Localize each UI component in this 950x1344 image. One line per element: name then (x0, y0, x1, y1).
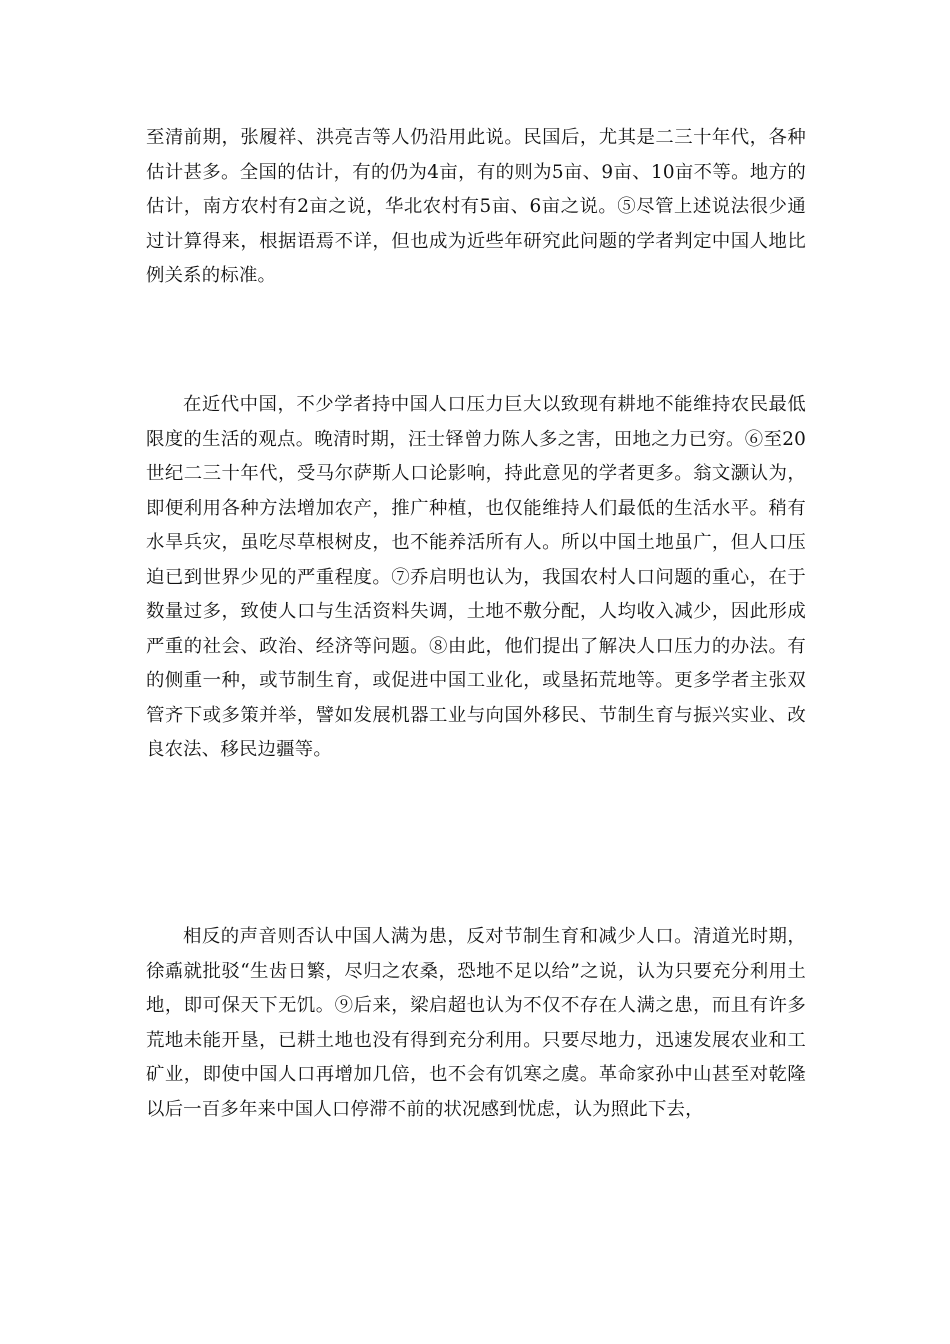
paragraph-2: 在近代中国，不少学者持中国人口压力巨大以致现有耕地不能维持农民最低限度的生活的观点。晚清时期，汪士铎曾力陈人多之害，田地之力已穷。⑥至20世纪二三十年代，受马尔萨斯人口论影响，持此意见的学者更多。翁文灏认为，即便利用各种方法增加农产，推广种植，也仅能维持人们最低的生活水平。稍有水旱兵灾，虽吃尽草根树皮，也不能养活所有人。所以中国土地虽广，但人口压迫已到世界少见的严重程度。⑦乔启明也认为，我国农村人口问题的重心，在于数量过多，致使人口与生活资料失调，土地不敷分配，人均收入减少，因此形成严重的社会、政治、经济等问题。⑧由此，他们提出了解决人口压力的办法。有的侧重一种，或节制生育，或促进中国工业化，或垦拓荒地等。更多学者主张双管齐下或多策并举，譬如发展机器工业与向国外移民、节制生育与振兴实业、改良农法、移民边疆等。 (146, 394, 806, 760)
paragraph-1: 至清前期，张履祥、洪亮吉等人仍沿用此说。民国后，尤其是二三十年代，各种估计甚多。全国的估计，有的仍为4亩，有的则为5亩、9亩、10亩不等。地方的估计，南方农村有2亩之说，华北农村有5亩、6亩之说。⑤尽管上述说法很少通过计算得来，根据语焉不详，但也成为近些年研究此问题的学者判定中国人地比例关系的标准。 (146, 127, 806, 286)
paragraph-3: 相反的声音则否认中国人满为患，反对节制生育和减少人口。清道光时期，徐鼒就批驳“生齿日繁，尽归之农桑，恐地不足以给”之说，认为只要充分利用土地，即可保天下无饥。⑨后来，梁启超也认为不仅不存在人满之患，而且有许多荒地未能开垦，已耕土地也没有得到充分利用。只要尽地力，迅速发展农业和工矿业，即使中国人口再增加几倍，也不会有饥寒之虞。革命家孙中山甚至对乾隆以后一百多年来中国人口停滞不前的状况感到忧虑，认为照此下去， (146, 926, 806, 1120)
